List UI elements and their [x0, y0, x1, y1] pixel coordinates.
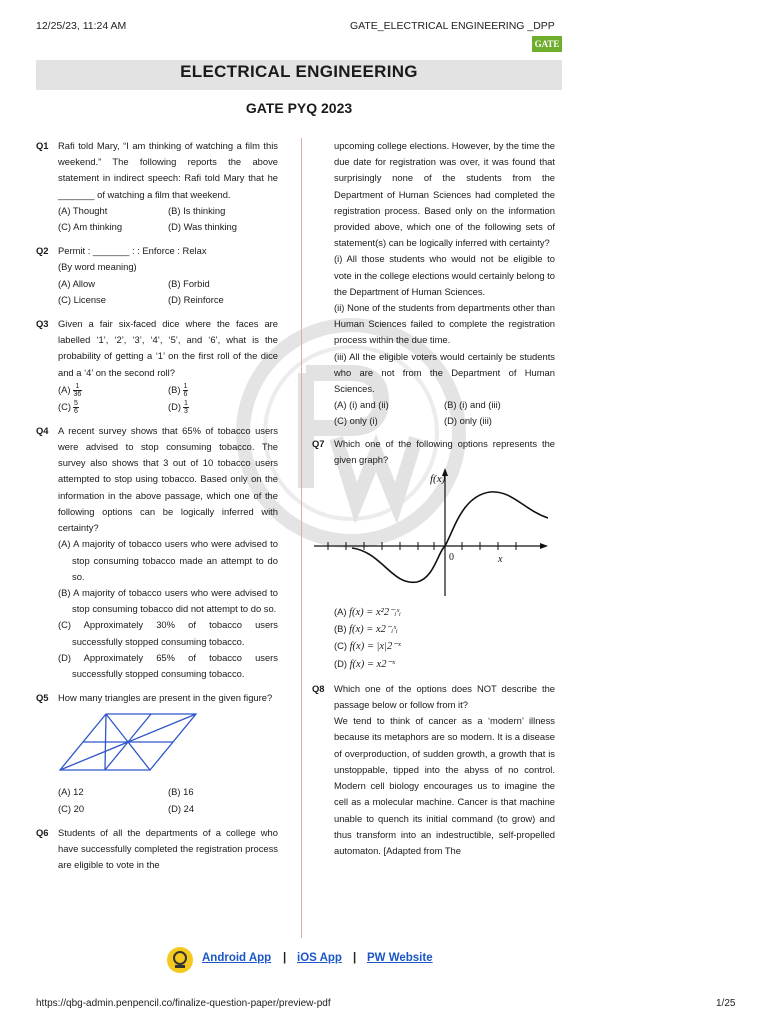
question-number: Q6 — [36, 826, 49, 838]
question-number: Q4 — [36, 424, 49, 436]
question-text: Rafi told Mary, “I am thinking of watching a film this weekend.” The following reports the above statement in indirect speech: Rafi told Mary that he _______ of watching a film that weekend. — [58, 140, 278, 200]
question-number: Q1 — [36, 140, 49, 151]
option-a: (A) 12 — [58, 786, 84, 798]
question-text: Permit : _______ : : Enforce : Relax — [58, 245, 207, 257]
question-number: Q5 — [36, 692, 49, 704]
option-c: (C) only (i) — [334, 415, 378, 427]
option-d: (D) 24 — [168, 802, 195, 814]
graph-y-label: f(x) — [430, 473, 446, 486]
link-separator: | — [353, 952, 357, 964]
gate-badge: GATE — [532, 36, 562, 52]
ios-app-link[interactable]: iOS App — [297, 952, 342, 964]
option-b: (B) Forbid — [168, 277, 210, 289]
option-d: (D) Approximately 65% of tobacco users successfully stopped consuming tobacco. — [58, 651, 278, 679]
page-subtitle: GATE PYQ 2023 — [245, 100, 353, 116]
option-b: (B) f(x) = x2⁻ᵢˣᵢ — [334, 623, 398, 636]
option-c: (C) 20 — [58, 802, 85, 814]
question-note: (By word meaning) — [58, 261, 137, 273]
question-q4 — [36, 423, 278, 682]
question-passage: We tend to think of cancer as a ‘modern’ illness because its metaphors are so modern. It is a disease of overproduction, of sudden growth, a growth that is unstoppable, tipped into the abyss of no control. Modern cell biology encourages us to imagine the cell as a molecular machine. Cancer is that machine unable to quench its initial command (to grow) and thus transform into an indestructible, self-propelled automaton. [Adapted from The — [334, 715, 555, 856]
question-q7 — [312, 436, 555, 673]
option-a: (A) $\frac{1}{36}$ — [58, 382, 82, 398]
statement-3: (iii) All the eligible voters would certainly be students who are not from the Department of Human Sciences. — [334, 350, 555, 395]
print-url: https://qbg-admin.penpencil.co/finalize-question-paper/preview-pdf — [36, 998, 331, 1009]
option-b: (B) Is thinking — [168, 204, 226, 216]
graph-origin-label: 0 — [449, 552, 454, 564]
question-text: Which one of the following options represents the given graph? — [334, 437, 555, 465]
option-d: (D) $\frac{1}{3}$ — [168, 399, 188, 415]
question-number: Q7 — [312, 437, 325, 449]
question-q3 — [36, 316, 278, 415]
right-column — [312, 138, 555, 867]
option-d: (D) Was thinking — [168, 221, 237, 233]
option-a: (A) f(x) = x²2⁻ᵢˣᵢ — [334, 606, 401, 619]
question-q6-continued — [312, 138, 555, 430]
page-title: ELECTRICAL ENGINEERING — [180, 62, 418, 81]
question-q5 — [36, 690, 278, 817]
option-d: (D) f(x) = x2⁻ˣ — [334, 657, 395, 670]
print-datetime: 12/25/23, 11:24 AM — [36, 20, 127, 32]
option-b: (B) $\frac{1}{6}$ — [168, 382, 188, 398]
option-a: (A) Allow — [58, 277, 95, 289]
question-text: Given a fair six-faced dice where the faces are labelled ‘1’, ‘2’, ‘3’, ‘4’, ‘5’, and ‘6’, what is the probability of getting a ‘1’ on the first roll of the dice and a ‘4’ on the second roll? — [58, 318, 278, 378]
option-b: (B) (i) and (iii) — [444, 399, 501, 411]
pw-website-link[interactable]: PW Website — [367, 952, 433, 964]
footer-links — [0, 948, 768, 972]
triangles-figure — [58, 710, 198, 776]
option-c: (C) Approximately 30% of tobacco users successfully stopped consuming tobacco. — [58, 619, 278, 647]
android-app-link[interactable]: Android App — [202, 952, 272, 964]
graph-curve — [352, 492, 548, 582]
question-text-continued: upcoming college elections. However, by the time the due date for registration was over, it was found that surprisingly none of the students from the Department of Human Sciences had completed the registration process. Based only on the information provided above, which one of the following sets of statement(s) can be logically inferred with certainty? — [334, 140, 555, 249]
app-logo-icon — [166, 946, 194, 974]
question-text: How many triangles are present in the given figure? — [58, 692, 273, 704]
option-c: (C) f(x) = |x|2⁻ˣ — [334, 640, 401, 653]
question-q8 — [312, 681, 555, 859]
statement-1: (i) All those students who would not be eligible to vote in the college elections would certainly belong to the Department of Human Sciences. — [334, 253, 555, 297]
question-q2 — [36, 243, 278, 308]
option-d: (D) Reinforce — [168, 293, 224, 305]
graph-x-arrow — [540, 543, 548, 549]
question-number: Q3 — [36, 318, 49, 330]
option-c: (C) License — [58, 293, 106, 305]
page-number: 1/25 — [716, 998, 736, 1009]
option-b: (B) 16 — [168, 786, 194, 798]
question-text: Which one of the options does NOT describe the passage below or follow from it? — [334, 682, 555, 711]
question-q1 — [36, 138, 278, 235]
function-graph — [312, 468, 548, 600]
option-a: (A) (i) and (ii) — [334, 399, 389, 411]
statement-2: (ii) None of the students from departments other than Human Sciences failed to complete the registration process within the due time. — [334, 302, 555, 346]
question-q6 — [36, 825, 278, 874]
question-text: Students of all the departments of a college who have successfully completed the registration process are eligible to vote in the — [58, 826, 278, 871]
graph-x-label: x — [498, 554, 503, 566]
option-b: (B) A majority of tobacco users who were advised to stop consuming tobacco did not attempt to do so. — [58, 586, 278, 615]
question-text: A recent survey shows that 65% of tobacco users were advised to stop consuming tobacco. The survey also shows that 3 out of 10 tobacco users attempted to stop using tobacco. Based only on the information in the above passage, which one of the following options can be logically inferred with certainty? — [58, 424, 278, 534]
option-c: (C) Am thinking — [58, 221, 123, 233]
option-a: (A) A majority of tobacco users who were advised to stop consuming tobacco made an attempt to do so. — [58, 538, 278, 582]
option-d: (D) only (iii) — [444, 415, 492, 427]
question-number: Q2 — [36, 245, 49, 257]
left-column — [36, 138, 278, 881]
column-divider — [301, 138, 302, 938]
option-c: (C) $\frac{5}{6}$ — [58, 399, 78, 415]
option-a: (A) Thought — [58, 204, 108, 216]
question-number: Q8 — [312, 682, 325, 694]
print-doc-title: GATE_ELECTRICAL ENGINEERING _DPP — [350, 20, 555, 32]
link-separator: | — [283, 952, 287, 964]
